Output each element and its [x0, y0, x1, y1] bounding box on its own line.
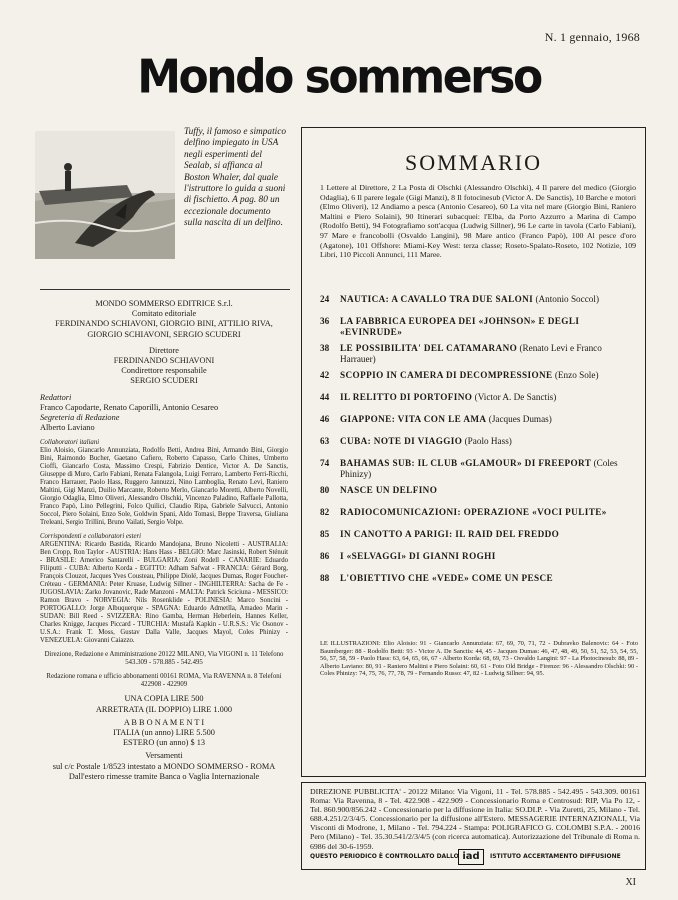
price-back: ARRETRATA (IL DOPPIO) LIRE 1.000 [95, 704, 233, 714]
collab-label: Collaboratori italiani [40, 439, 100, 447]
dolphin-boat-photo [35, 131, 175, 259]
issue-date: N. 1 gennaio, 1968 [544, 30, 640, 44]
circulation-note: QUESTO PERIODICO È CONTROLLATO DALLO [310, 853, 459, 860]
toc-item[interactable]: 88 L'OBIETTIVO CHE «VEDE» COME UN PESCE [320, 573, 554, 583]
masthead-credits [40, 293, 288, 782]
page-number: XI [625, 877, 636, 888]
toc-item[interactable]: 36 LA FABBRICA EUROPEA DEI «JOHNSON» E DEGLI «EVINRUDE» [320, 316, 580, 337]
toc-item[interactable]: 82 RADIOCOMUNICAZIONI: OPERAZIONE «VOCI PULITE» [320, 507, 607, 517]
sommario-box [301, 127, 646, 777]
secretary-label: Segreteria di Redazione [40, 413, 120, 423]
publicity-box [301, 782, 646, 870]
toc-item[interactable]: 46 GIAPPONE: VITA CON LE AMA (Jacques Dumas) [320, 414, 552, 424]
subs-office: Redazione romana e ufficio abbonamenti 00161 ROMA, Via RAVENNA n. 8 Telefoni 422908 - 422909 [46, 673, 282, 689]
committee-label: Comitato editoriale [131, 309, 197, 319]
sommario-title: SOMMARIO [404, 150, 543, 175]
circulation-institute: ISTITUTO ACCERTAMENTO DIFFUSIONE [490, 853, 621, 860]
cover-photo [35, 131, 175, 259]
toc-item[interactable]: 38 LE POSSIBILITA' DEL CATAMARANO (Renato Levi e Franco Harrauer) [320, 343, 602, 364]
foreign-label: Corrispondenti e collaboratori esteri [40, 533, 142, 541]
director-label: Direttore [149, 345, 179, 355]
price-copy: UNA COPIA LIRE 500 [124, 694, 204, 704]
sommario-rubriche: 1 Lettere al Direttore, 2 La Posta di Olschki (Alessandro Olschki), 4 Il parere del medico (Giorgio Odaglia), 6 Il parere legale (Gigi Manzi), 8 Il fotocinesub (Victor A. De Sanctis), 10 Barche e motori (Elmo Oliveri), 12 Andiamo a pesca (Antonio Cesareo), 60 La vita nel mare (Giorgio Bini, Raniero Maltini e Piero Solaini), 90 Itinerari subacquei: l'Elba, da Porto Azzurro a Marina di Campo (Rodolfo Betti), 94 Fotografiamo sott'acqua (Ludwig Sillner), 96 Le carte in tavola (Carlo Fabiani), 97 Mare e francobolli (Osvaldo Langini), 98 Mare antico (Franco Papò), 100 Al pesce d'oro (Agatone), 101 Offshore: Miami-Key West: terza classe; Roseto-Spalato-Roseto, 102 Notizie, 109 Libri, 110 Piccoli Annunci, 111 Maree. [320, 183, 636, 260]
publisher: MONDO SOMMERSO EDITRICE S.r.l. [95, 299, 233, 308]
foreign-list: ARGENTINA: Ricardo Bastida, Ricardo Mandojana, Bruno Nicoletti - AUSTRALIA: Ben Cropp, Ron Taylor - AUSTRIA: Hans Hass - BELGIO: Marc Jasinski, Robert Sténuit - BRASILE: Americo Santarelli - BULGARIA: Zoni Rodell - CANARIE: Eduardo Filiputti - CUBA: Alberto Korda - EGITTO: Adham Safwat - FRANCIA: Gérard Borg, François Clouzot, Jacques Yves Cousteau, Philippe Diolé, Jacques Dumas, Roger Foucher-Créteau - GERMANIA: Peter Kruase, Ludwig Sillner - INGHILTERRA: Sacha de Fe - JUGOSLAVIA: Zarko Jovanovic, Rade Manzoni - MALTA: Patrick Sciciuna - MESSICO: Ramon Bravo - NORVEGIA: Nils Rosenklide - POLINESIA: Marco Soncini - PORTOGALLO: Jorge Albuquerque - SPAGNA: Eduardo Admetlla, Amadeo Marin - SUDAN: Bill Reed - SVIZZERA: Rino Gamba, Herman Heberlein, Hannes Keller, Charles Knigge, Jacques Piccard - TURCHIA: Mustafà Kapkin - U.R.S.S.: Vic Osonov - U.S.A.: Frank T. Moss, Gustav Dalla Valle, Jacques Mayol, Coles Phinizy - VENEZUELA: Giovanni Caiazzo. [40, 541, 288, 645]
toc-item[interactable]: 80 NASCE UN DELFINO [320, 485, 438, 495]
subs-italia: ITALIA (un anno) LIRE 5.500 [113, 728, 215, 738]
codirector-name: SERGIO SCUDERI [130, 376, 198, 386]
toc-item[interactable]: 44 IL RELITTO DI PORTOFINO (Victor A. De Sanctis) [320, 392, 557, 402]
toc-item[interactable]: 42 SCOPPIO IN CAMERA DI DECOMPRESSIONE (Enzo Sole) [320, 370, 599, 380]
secretary-name: Alberto Laviano [40, 423, 95, 433]
payments-label: Versamenti [145, 751, 183, 761]
collab-list: Elio Aloisio, Giancarlo Annunziata, Rodolfo Betti, Andrea Bini, Armando Bini, Giorgio Bini, Raimondo Bucher, Gaetano Cafiero, Roberto Capasso, Carlo Chines, Umberto Cioffi, Giancarlo Costa, Massimo Crespi, Fabrizio Dentice, Victor A. De Sanctis, Giuseppe di Muro, Carlo Fabiani, Renata Falangola, Luigi Ferraro, Lamberto Ferri-Ricchi, Franco Harrauer, Paolo Hass, Ruggero Jannuzzi, Nino Lamboglia, Renato Levi, Raniero Maltini, Gigi Manzi, Duilio Marcante, Roberto Merlo, Giancarlo Moretti, Alberto Novelli, Giorgio Odaglia, Elmo Oliveri, Alessandro Olschki, Vincenzo Paladino, Raffaele Pallotta, Franco Papò, Lino Pellegrini, Folco Quilici, Claudio Ripa, Gabriele Salvucci, Antonio Soccol, Piero Solaini, Enzo Sole, Goldwin Spani, Aldo Tomasi, Beppe Traversa, Giuliana Treleani, Sergio Trillini, Bruno Vailati, Sergio Volpe. [40, 447, 288, 527]
subs-estero: ESTERO (un anno) $ 13 [122, 738, 206, 748]
committee-names: FERDINANDO SCHIAVONI, GIORGIO BINI, ATTILIO RIVA, GIORGIO SCHIAVONI, SERGIO SCUDERI [55, 319, 273, 339]
editors-names: Franco Capodarte, Renato Caporilli, Antonio Cesareo [40, 402, 219, 412]
subs-title: A B B O N A M E N T I [123, 717, 205, 727]
codirector-label: Condirettore responsabile [121, 366, 207, 376]
payments-text: sul c/c Postale 1/8523 intestato a MONDO SOMMERSO - ROMA Dall'estero rimesse tramite Banca o Vaglia Internazionale [52, 761, 276, 781]
ads-logo-icon: iad [458, 849, 484, 865]
toc-item[interactable]: 63 CUBA: NOTE DI VIAGGIO (Paolo Hass) [320, 436, 512, 446]
toc-item[interactable]: 85 IN CANOTTO A PARIGI: IL RAID DEL FREDDO [320, 529, 560, 539]
illustrations-credits: LE ILLUSTRAZIONI: Elio Aloisio: 91 - Giancarlo Annunziata: 67, 69, 70, 71, 72 - Dubravko Balenovic: 64 - Foto Baumberger: 88 - Rodolfo Betti: 93 - Victor A. De Sanctis: 44, 45 - Jacques Dumas: 46, 47, 48, 49, 50, 51, 52, 53, 54, 55, 56, 57, 58, 59 - Paolo Hass: 63, 64, 65, 66, 67 - Alberto Korda: 68, 69, 73 - Osvaldo Langini: 97 - La Photocinesub: 88, 89 - Alberto Laviano: 80, 91 - Raniero Maltini e Piero Solaini: 60, 61 - Foto Old Bridge - Firenze: 96 - Alessandro Olschki: 90 - Coles Phinizy: 74, 75, 76, 77, 78, 79 - Fernando Russo: 47, 82 - Ludwig Sillner: 94, 95. [320, 640, 638, 678]
publicity-text: DIREZIONE PUBBLICITA' - 20122 Milano: Via Vigoni, 11 - Tel. 578.885 - 542.495 - 543.309. 00161 Roma: Via Ravenna, 8 - Tel. 422.908 - 422.909 - Concessionario Roma e Centrosud: RIP, Via Po 12, - Tel. 860.900/856.242 - Concessionario per la diffusione in Italia: SO.DI.P. - Via Zuretti, 25, Milano - Tel. 688.4.251/2/3/4/5. Concessionario per la diffusione all'Estero. MESSAGERIE INTERNAZIONALI, Via Visconti di Modrone, 1, Milano - Tel. 794.224 - Stampa: POLIGRAFICO G. COLOMBI S.P.A. - 20016 Pero (Milano) - Tel. 35.30.541/2/3/4/5 (con ricerca automatica). Autorizzazione del Tribunale di Roma n. 6986 del 30-6-1959. [310, 787, 640, 851]
editors-label: Redattori [40, 392, 72, 402]
toc-item[interactable]: 86 I «SELVAGGI» DI GIANNI ROGHI [320, 551, 496, 561]
masthead-title: Mondo sommerso [137, 50, 541, 105]
toc-item[interactable]: 24 NAUTICA: A CAVALLO TRA DUE SALONI (Antonio Soccol) [320, 294, 600, 304]
cover-caption: Tuffy, il famoso e simpatico delfino impiegato in USA negli esperimenti del Sealab, si affianca al Boston Whaler, dal quale l'istruttore lo guida a suoni di fischietto. A pag. 80 un eccezionale documento sulla nascita di un delfino. [184, 127, 287, 229]
director-name: FERDINANDO SCHIAVONI [113, 356, 215, 366]
toc-item[interactable]: 74 BAHAMAS SUB: IL CLUB «GLAMOUR» DI FREEPORT (Coles Phinizy) [320, 458, 618, 479]
divider [40, 289, 290, 290]
address: Direzione, Redazione e Amministrazione 20122 MILANO, Via VIGONI n. 11 Telefono 543.309 - 578.885 - 542.495 [44, 651, 284, 667]
toc-list [320, 294, 638, 595]
